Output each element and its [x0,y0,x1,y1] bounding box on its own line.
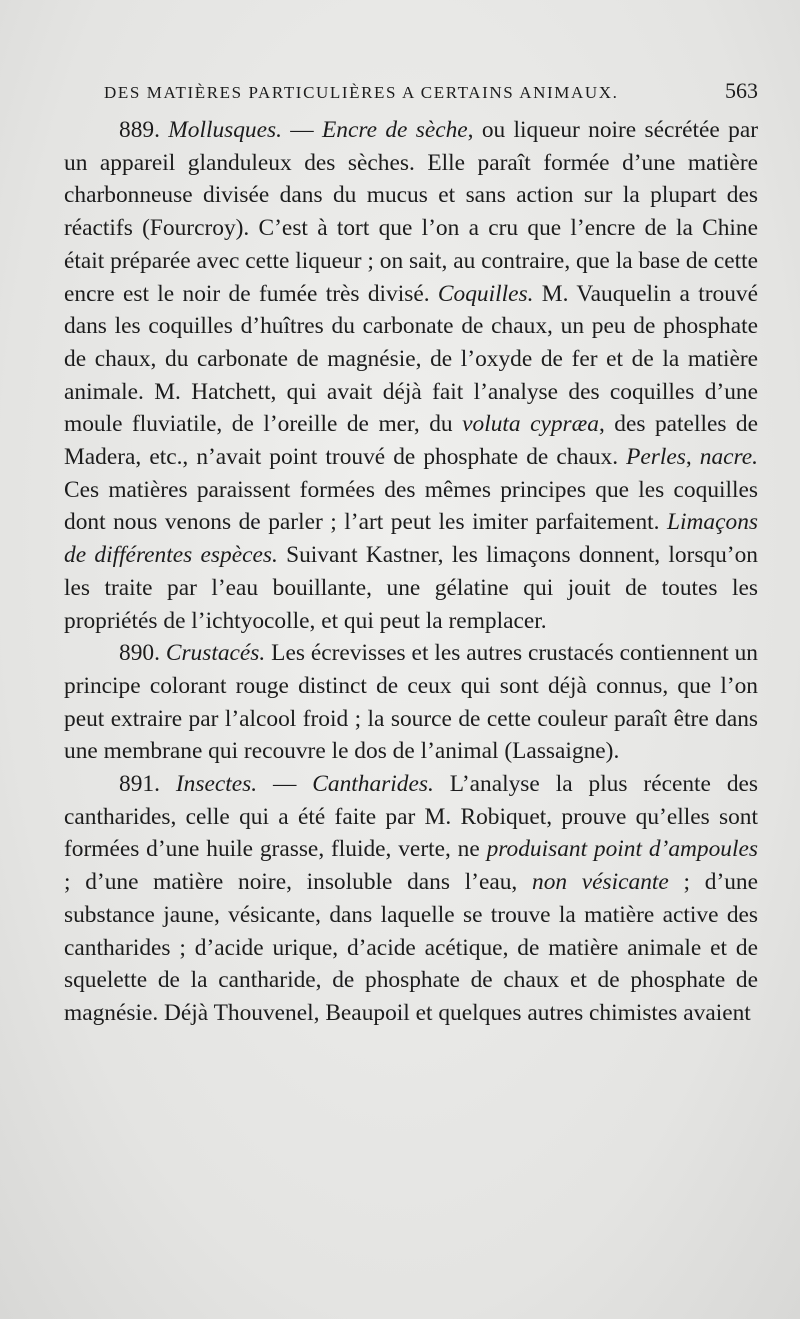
text-run: — [257,771,313,798]
paragraph-891 [64,768,758,1030]
text-run-italic: produisant point d’ampoules [486,836,758,863]
text-run: , des patelles de Madera, etc., n’avait point trouvé de phosphate de chaux. [64,411,759,471]
text-run: , [685,444,700,471]
text-run-italic: Encre de sèche [322,117,468,143]
text-run-italic: Limaçons de différentes espèces. [64,509,758,569]
text-run: , ou liqueur noire sécrétée par un appareil glanduleux des sèches. Elle paraît formée d’une matière charbonneuse divisée dans du mucus et sans action sur la plupart des réactifs (Fourcroy). C’est à tort que l’on a cru que l’encre de la Chine était préparée avec cette liqueur ; on sait, au contraire, que la base de cette encre est le noir de fumée très divisé. [64,117,759,307]
text-run-italic: Crustacés. [165,640,266,667]
body-text [64,114,758,1030]
text-run-italic: Perles [626,444,686,471]
text-run: ; d’une substance jaune, vésicante, dans laquelle se trouve la matière active des cantharides ; d’acide urique, d’acide acétique, de matière animale et de squelette de la cantharide, de phosphate de chaux et de phosphate de magnésie. Déjà Thouvenel, Beaupoil et quelques autres chimistes avaient [64,869,759,1026]
paragraph-890 [64,637,758,768]
text-run-italic: non vésicante [532,869,669,896]
text-run: 891. [119,771,176,798]
text-run: L’analyse la plus récente des cantharides, celle qui a été faite par M. Robiquet, prouve qu’elles sont formées d’une huile grasse, fluide, verte, ne [64,771,759,863]
running-title: DES MATIÈRES PARTICULIÈRES A CERTAINS ANIMAUX. [104,83,619,102]
text-run: — [281,117,323,143]
text-run: 889. [119,117,169,143]
text-run-italic: Cantharides. [312,771,434,798]
running-head [104,78,758,114]
text-run: Ces matières paraissent formées des mêmes principes que les coquilles dont nous venons de parler ; l’art peut les imiter parfaitement. [64,476,758,536]
text-run: Les écrevisses et les autres crustacés contiennent un principe colorant rouge distinct de ceux qui sont déjà connus, que l’on peut extraire par l’alcool froid ; la source de cette couleur paraît être dans une membrane qui recouvre le dos de l’animal (Lassaigne). [64,640,759,765]
text-run-italic: nacre. [699,444,758,471]
page-number: 563 [725,78,758,103]
text-run-italic: Mollusques. [168,117,282,143]
text-run: Suivant Kastner, les limaçons donnent, lorsqu’on les traite par l’eau bouillante, une gélatine qui jouit de toutes les propriétés de l’ichtyocolle, et qui peut la remplacer. [64,542,758,634]
text-run: 890. [119,640,166,667]
text-run-italic: Insectes. [175,771,258,798]
text-run-italic: voluta cypræa [462,411,599,438]
paragraph-889 [64,114,758,637]
text-run-italic: Coquilles. [437,280,534,307]
text-run: M. Vauquelin a trouvé dans les coquilles d’huîtres du carbonate de chaux, un peu de phosphate de chaux, du carbonate de magnésie, de l’oxyde de fer et de la matière animale. M. Hatchett, qui avait déjà fait l’analyse des coquilles d’une moule fluviatile, de l’oreille de mer, du [64,280,759,438]
text-run: ; d’une matière noire, insoluble dans l’eau, [64,869,532,896]
